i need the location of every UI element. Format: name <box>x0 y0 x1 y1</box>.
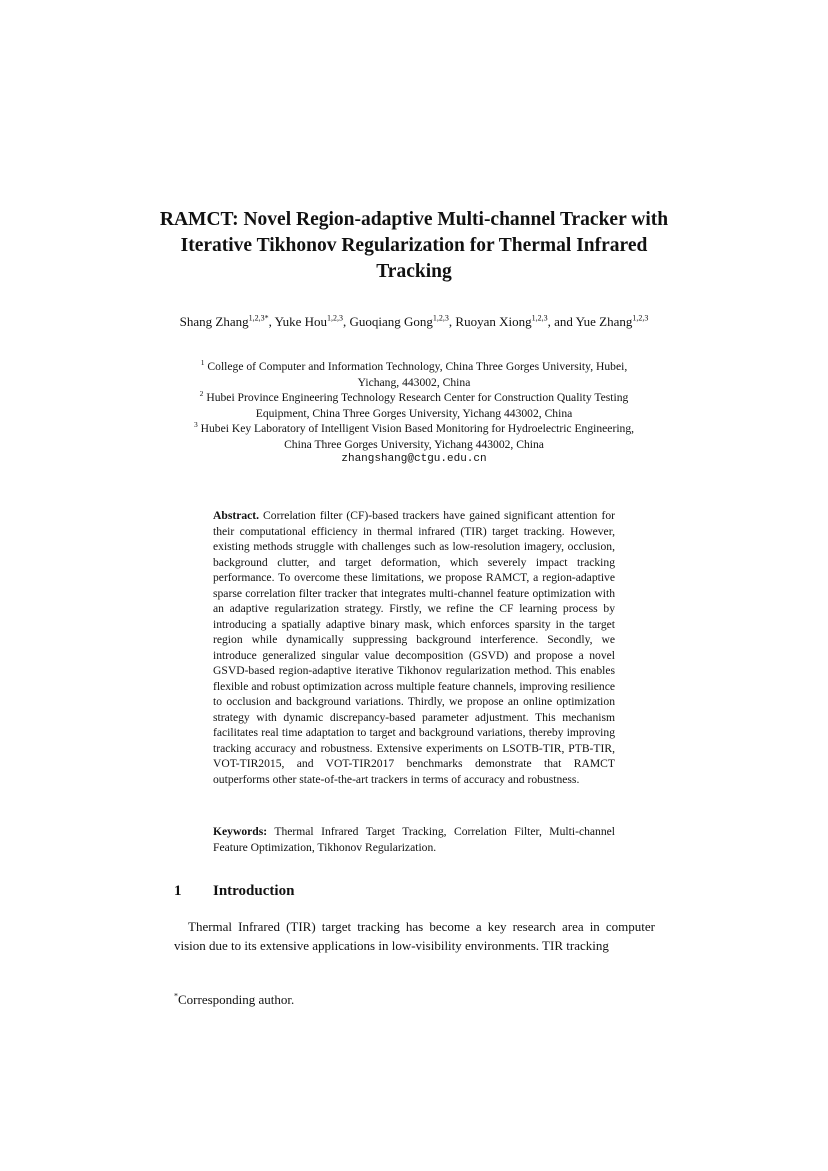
author-name: Ruoyan Xiong <box>455 314 532 329</box>
author-separator: , <box>268 314 275 329</box>
author-name: Guoqiang Gong <box>349 314 433 329</box>
author-affil-mark: 1,2,3 <box>632 313 649 323</box>
author-name: Yuke Hou <box>274 314 327 329</box>
paper-title: RAMCT: Novel Region-adaptive Multi-channel Tracker with Iterative Tikhonov Regularization for Thermal Infrared Tracking <box>159 209 669 282</box>
author-affil-mark: 1,2,3 <box>531 313 548 323</box>
affiliation-text: Hubei Province Engineering Technology Research Center for Construction Quality Testing <box>206 391 629 404</box>
section-number: 1 <box>174 883 182 899</box>
author-affil-mark: 1,2,3* <box>248 313 269 323</box>
keywords-label: Keywords: <box>213 825 268 838</box>
section-heading <box>174 881 654 901</box>
affiliation <box>170 359 658 390</box>
author-affil-mark: 1,2,3 <box>432 313 449 323</box>
author-separator: , and <box>547 314 576 329</box>
affiliation-text: Hubei Key Laboratory of Intelligent Vision Based Monitoring for Hydroelectric Engineering, <box>200 422 635 435</box>
author-list <box>170 313 658 330</box>
author-separator: , <box>343 314 350 329</box>
affiliation-text: Yichang, 443002, China <box>357 375 471 389</box>
footnote <box>174 991 654 1009</box>
abstract-text: Correlation filter (CF)-based trackers have gained significant attention for their computational efficiency in thermal infrared (TIR) target tracking. However, existing methods struggle with challenges such as low-resolution imagery, occlusion, background clutter, and target deformation, which severely impact tracking performance. To overcome these limitations, we propose RAMCT, a region-adaptive sparse correlation filter tracker that integrates multi-channel feature optimization with an adaptive regularization strategy. Firstly, we refine the CF learning process by introducing a spatially adaptive binary mask, which enforces sparsity in the target region while dynamically suppressing background interference. Secondly, we introduce generalized singular value decomposition (GSVD) and propose a novel GSVD-based region-adaptive iterative Tikhonov regularization method. This enables flexible and robust optimization across multiple feature channels, improving resilience to occlusion and background variations. Thirdly, we propose an online optimization strategy with dynamic discrepancy-based parameter adjustment. This mechanism facilitates real time adaptation to target and background variations, thereby improving tracking accuracy and robustness. Extensive experiments on LSOTB-TIR, PTB-TIR, VOT-TIR2015, and VOT-TIR2017 benchmarks demonstrate that RAMCT outperforms other state-of-the-art trackers in terms of accuracy and robustness. <box>213 509 615 786</box>
keywords <box>213 824 615 855</box>
affiliation-mark: 3 <box>193 420 198 430</box>
section-title: Introduction <box>213 883 295 899</box>
affiliation-text: China Three Gorges University, Yichang 443002, China <box>284 437 544 451</box>
affiliation-text: Equipment, China Three Gorges University, Yichang 443002, China <box>255 406 573 420</box>
affiliation <box>170 421 658 452</box>
author-affil-mark: 1,2,3 <box>327 313 343 323</box>
footnote-mark: * <box>174 991 178 1001</box>
keywords-text: Thermal Infrared Target Tracking, Correlation Filter, Multi-channel Feature Optimization, Tikhonov Regularization. <box>213 825 615 854</box>
author-separator: , <box>448 314 456 329</box>
author-name: Shang Zhang <box>179 314 249 329</box>
abstract <box>213 508 615 787</box>
affiliation <box>170 390 658 421</box>
footnote-text: Corresponding author. <box>178 992 295 1007</box>
affiliation-mark: 1 <box>200 358 205 368</box>
intro-paragraph: Thermal Infrared (TIR) target tracking has become a key research area in computer vision due to its extensive applications in low-visibility environments. TIR tracking <box>174 919 655 953</box>
affiliation-mark: 2 <box>199 389 204 399</box>
affiliation-list <box>170 359 658 468</box>
contact-email[interactable]: zhangshang@ctgu.edu.cn <box>341 453 487 465</box>
abstract-label: Abstract. <box>213 509 260 522</box>
affiliation-text: College of Computer and Information Technology, China Three Gorges University, Hubei, <box>207 360 628 373</box>
author-name: Yue Zhang <box>575 314 633 329</box>
